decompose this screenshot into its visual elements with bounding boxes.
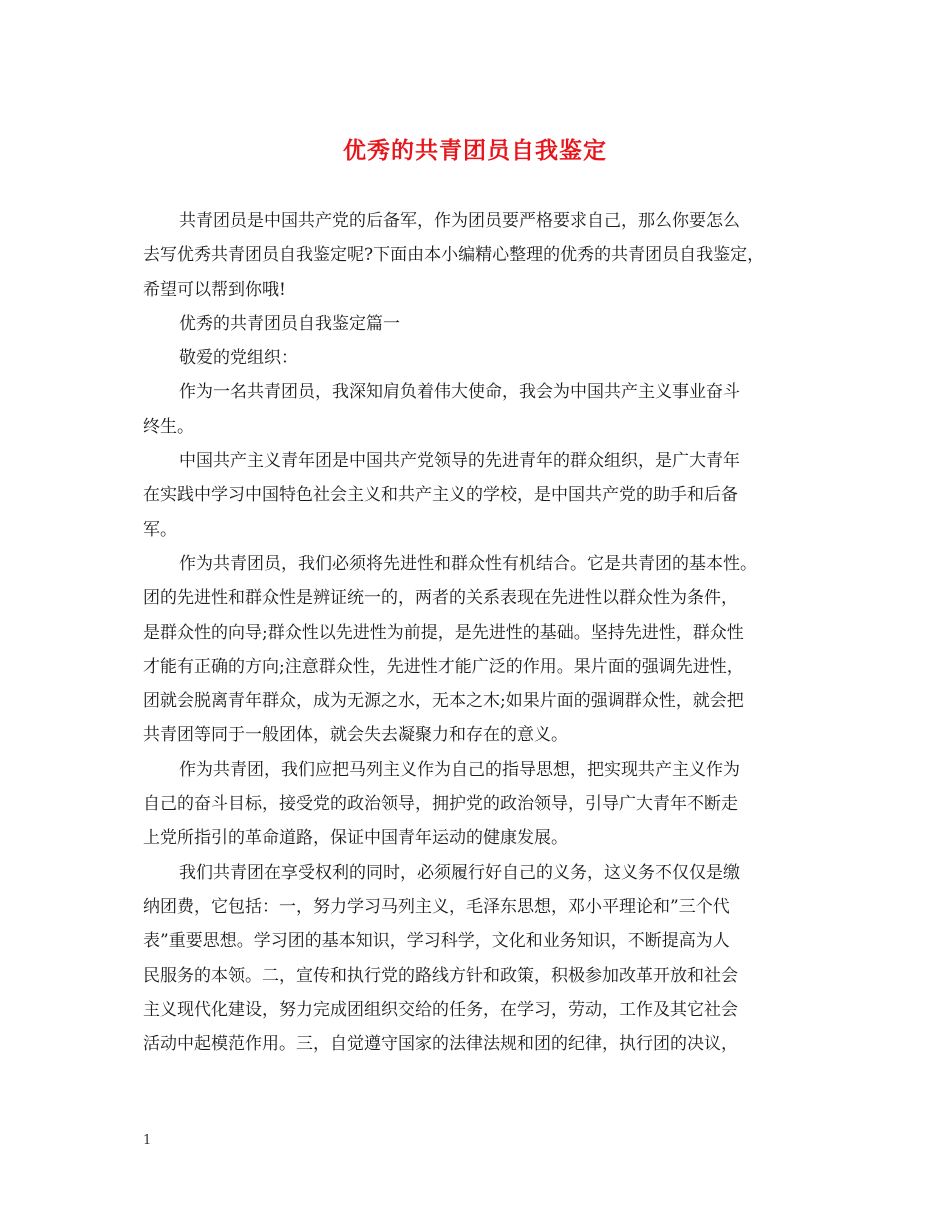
text-line: 作为共青团，我们应把马列主义作为自己的指导思想，把实现共产主义作为 [179,759,740,780]
text-line: 自己的奋斗目标，接受党的政治领导，拥护党的政治领导，引导广大青年不断走 [143,794,738,815]
text-line: 作为一名共青团员，我深知肩负着伟大使命，我会为中国共产主义事业奋斗 [179,382,740,403]
text-line: 作为共青团员，我们必须将先进性和群众性有机结合。它是共青团的基本性。 [179,553,757,574]
document-body [143,204,823,1061]
text-line: 去写优秀共青团员自我鉴定呢?下面由本小编精心整理的优秀的共青团员自我鉴定， [143,245,765,266]
document-title: 优秀的共青团员自我鉴定 [343,137,607,164]
text-line: 团的先进性和群众性是辨证统一的，两者的关系表现在先进性以群众性为条件， [143,588,738,609]
text-line: 在实践中学习中国特色社会主义和共产主义的学校，是中国共产党的助手和后备 [143,485,738,506]
text-line: 共青团员是中国共产党的后备军，作为团员要严格要求自己，那么你要怎么 [179,211,740,231]
text-line: 终生。 [143,416,194,437]
text-line: 希望可以帮到你哦! [143,279,286,300]
text-line: 活动中起模范作用。三，自觉遵守国家的法律法规和团的纪律，执行团的决议， [143,1034,738,1055]
text-line: 团就会脱离青年群众，成为无源之水，无本之木;如果片面的强调群众性，就会把 [143,691,744,712]
section-heading: 优秀的共青团员自我鉴定篇一 [179,313,400,334]
text-line: 是群众性的向导;群众性以先进性为前提，是先进性的基础。坚持先进性，群众性 [143,622,744,643]
text-line: 军。 [143,519,177,540]
text-line: 纳团费，它包括：一，努力学习马列主义，毛泽东思想，邓小平理论和”三个代 [143,896,730,917]
text-line: 中国共产主义青年团是中国共产党领导的先进青年的群众组织，是广大青年 [179,451,740,472]
text-line: 我们共青团在享受权利的同时，必须履行好自己的义务，这义务不仅仅是缴 [179,862,740,883]
salutation: 敬爱的党组织： [179,348,298,369]
text-line: 上党所指引的革命道路，保证中国青年运动的健康发展。 [143,828,568,849]
text-line: 共青团等同于一般团体，就会失去凝聚力和存在的意义。 [143,725,568,746]
text-line: 主义现代化建设，努力完成团组织交给的任务，在学习，劳动，工作及其它社会 [143,999,738,1020]
text-line: 表”重要思想。学习团的基本知识，学习科学，文化和业务知识，不断提高为人 [143,931,730,952]
page-number: 1 [143,1133,152,1148]
text-line: 才能有正确的方向;注意群众性，先进性才能广泛的作用。果片面的强调先进性， [143,656,744,677]
text-line: 民服务的本领。二，宣传和执行党的路线方针和政策，积极参加改革开放和社会 [143,965,738,986]
